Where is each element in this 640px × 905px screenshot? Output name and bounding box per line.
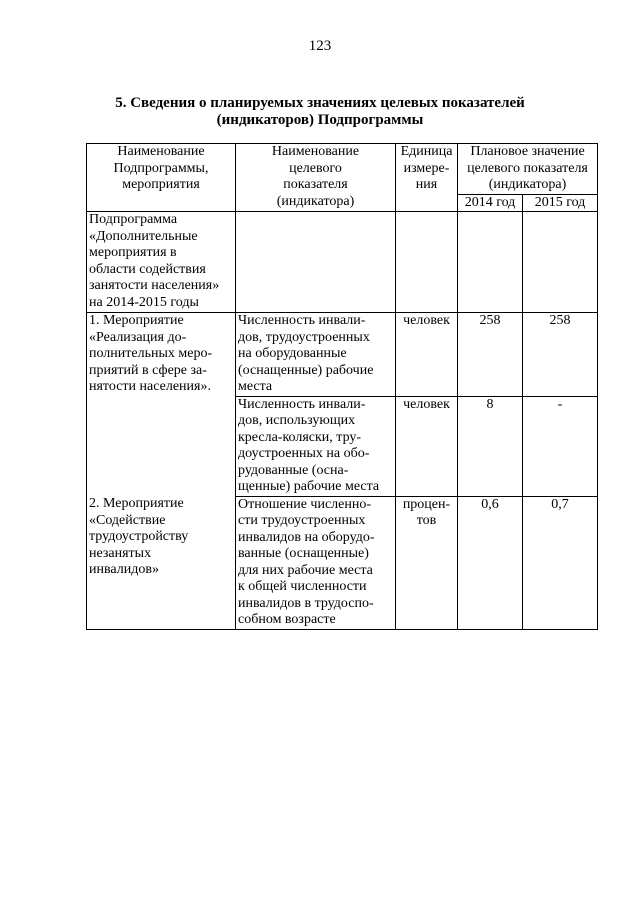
measure2-indicator: Отношение численно- сти трудоустроенных инвалидов на оборудо- ванные (оснащенные) для них рабочие места к общей численности инвалидов в трудоспо- собном возрасте — [236, 496, 396, 629]
measure2-name: 2. Мероприятие «Содействие трудоустройству незанятых инвалидов» — [87, 496, 236, 629]
measure1-indicator-2: Численность инвали- дов, использующих кресла-коляски, тру- доустроенных на обо- рудованные (осна- щенные) рабочие места — [236, 396, 396, 496]
header-subprogram: Наименование Подпрограммы, мероприятия — [87, 144, 236, 212]
empty-cell — [87, 396, 236, 496]
header-year-2014: 2014 год — [458, 194, 523, 212]
measure2-row — [87, 496, 598, 629]
header-planned-value: Плановое значение целевого показателя (индикатора) — [458, 144, 598, 195]
section-heading — [0, 95, 640, 129]
page-number: 123 — [308, 38, 332, 54]
header-year-2015: 2015 год — [523, 194, 598, 212]
measure1-value-2015-2: - — [523, 396, 598, 496]
measure1-value-2015-1: 258 — [523, 313, 598, 397]
header-indicator: Наименование целевого показателя (индикатора) — [236, 144, 396, 212]
empty-cell — [458, 212, 523, 313]
empty-cell — [236, 212, 396, 313]
measure1-value-2014-2: 8 — [458, 396, 523, 496]
measure1-row2 — [87, 396, 598, 496]
heading-line-1: 5. Сведения о планируемых значениях целевых показателей — [115, 95, 525, 111]
measure1-row1 — [87, 313, 598, 397]
measure2-value-2015: 0,7 — [523, 496, 598, 629]
measure1-unit-2: человек — [396, 396, 458, 496]
empty-cell — [396, 212, 458, 313]
subprogram-row — [87, 212, 598, 313]
heading-line-2: (индикаторов) Подпрограммы — [216, 112, 424, 128]
header-unit: Единица измере- ния — [396, 144, 458, 212]
subprogram-name: Подпрограмма «Дополнительные мероприятия в области содействия занятости населения» на 2014-2015 годы — [87, 212, 236, 313]
measure2-unit: процен- тов — [396, 496, 458, 629]
measure2-value-2014: 0,6 — [458, 496, 523, 629]
measure1-name: 1. Мероприятие «Реализация до- полнительных меро- приятий в сфере за- нятости населения». — [87, 313, 236, 397]
measure1-value-2014-1: 258 — [458, 313, 523, 397]
measure1-unit-1: человек — [396, 313, 458, 397]
empty-cell — [523, 212, 598, 313]
target-indicators-table — [86, 143, 598, 630]
header-row — [87, 144, 598, 195]
measure1-indicator-1: Численность инвали- дов, трудоустроенных на оборудованные (оснащенные) рабочие места — [236, 313, 396, 397]
